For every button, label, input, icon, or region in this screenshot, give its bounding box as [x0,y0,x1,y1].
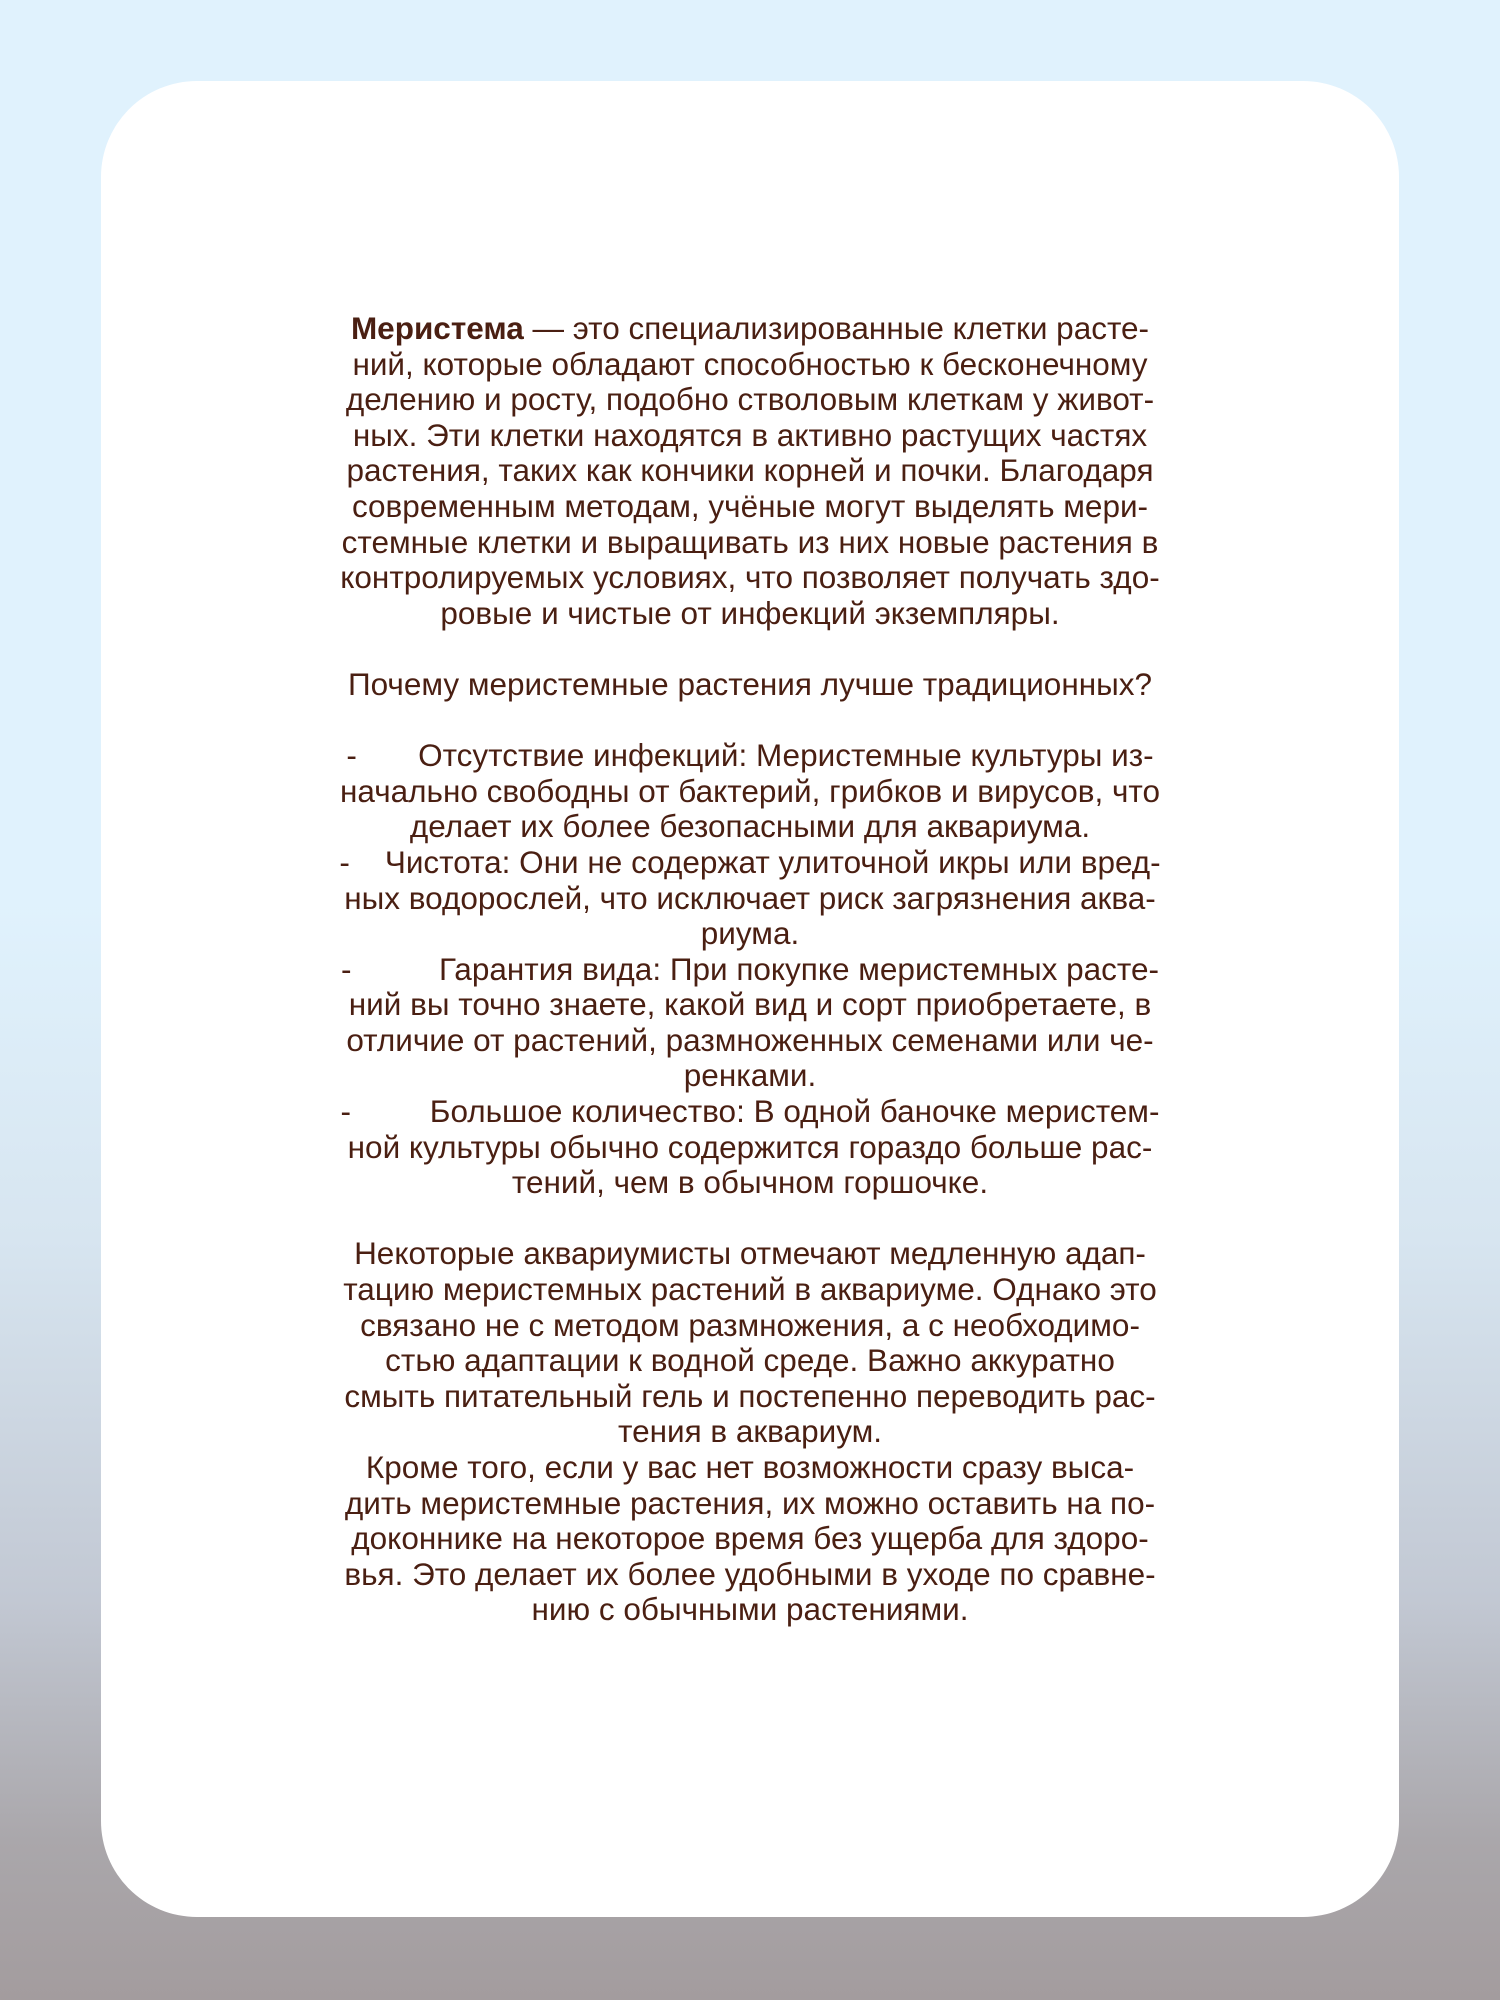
intro-line-text: — это специализированные клетки расте- [523,310,1150,346]
benefits-list [276,738,1224,1201]
adaptation-line: смыть питательный гель и постепенно переводить рас- [344,1377,1156,1414]
benefit-line: ных водорослей, что исключает риск загрязнения аква- [344,879,1156,916]
storage-paragraph [276,1450,1224,1628]
intro-line: современным методам, учёные могут выделять мери- [351,487,1149,524]
benefit-line: ной культуры обычно содержится гораздо больше рас- [347,1128,1153,1165]
section-question: Почему меристемные растения лучше традиционных? [347,665,1153,702]
benefit-item-species-guarantee [276,952,1224,1094]
paragraph-gap [276,1201,1224,1237]
adaptation-line: Некоторые аквариумисты отмечают медленную адап- [354,1235,1146,1272]
benefit-line: тений, чем в обычном горшочке. [511,1164,989,1201]
benefit-item-quantity [276,1094,1224,1201]
benefit-line: ний вы точно знаете, какой вид и сорт приобретаете, в [348,986,1152,1023]
intro-line: делению и росту, подобно стволовым клеткам у живот- [345,381,1155,418]
storage-line: Кроме того, если у вас нет возможности сразу выса- [365,1449,1135,1485]
adaptation-line: связано не с методом размножения, а с необходимо- [360,1306,1140,1343]
benefit-line: - Чистота: Они не содержат улиточной икры или вред- [339,843,1161,880]
benefit-item-no-infection [276,738,1224,845]
benefit-line: ренками. [683,1057,817,1094]
intro-line: ных. Эти клетки находятся в активно растущих частях [352,416,1148,453]
adaptation-paragraph [276,1236,1224,1450]
benefit-item-purity [276,845,1224,952]
storage-line: дить меристемные растения, их можно оставить на по- [344,1484,1156,1521]
intro-paragraph [276,311,1224,631]
intro-term: Меристема [350,310,524,346]
benefit-line: отличие от растений, размноженных семенами или че- [346,1021,1154,1058]
adaptation-line: тацию меристемных растений в аквариуме. Однако это [343,1271,1157,1308]
adaptation-line: стью адаптации к водной среде. Важно аккуратно [385,1342,1115,1379]
benefit-line: - Отсутствие инфекций: Меристемные культуры из- [346,737,1154,774]
benefit-line: - Большое количество: В одной баночке меристем- [340,1093,1160,1130]
storage-line: доконнике на некоторое время без ущерба для здоро- [351,1520,1149,1557]
benefit-line: делает их более безопасными для аквариума. [409,808,1091,845]
benefit-line: начально свободны от бактерий, грибков и вирусов, что [340,772,1160,809]
paragraph-gap [276,631,1224,667]
intro-line: ний, которые обладают способностью к бесконечному [352,345,1148,382]
benefit-line: - Гарантия вида: При покупке меристемных расте- [341,950,1159,987]
storage-line: вья. Это делает их более удобными в уходе по сравне- [344,1555,1156,1592]
intro-line [276,311,1224,347]
adaptation-line: тения в аквариум. [618,1413,882,1450]
benefit-line: риума. [700,915,800,952]
intro-line: ровые и чистые от инфекций экземпляры. [440,594,1060,631]
storage-line: нию с обычными растениями. [531,1591,969,1628]
paragraph-gap [276,703,1224,739]
intro-line: стемные клетки и выращивать из них новые растения в [341,523,1159,560]
intro-line: контролируемых условиях, что позволяет получать здо- [340,559,1160,596]
intro-line: растения, таких как кончики корней и почки. Благодаря [346,452,1154,489]
article-text [276,311,1224,1628]
